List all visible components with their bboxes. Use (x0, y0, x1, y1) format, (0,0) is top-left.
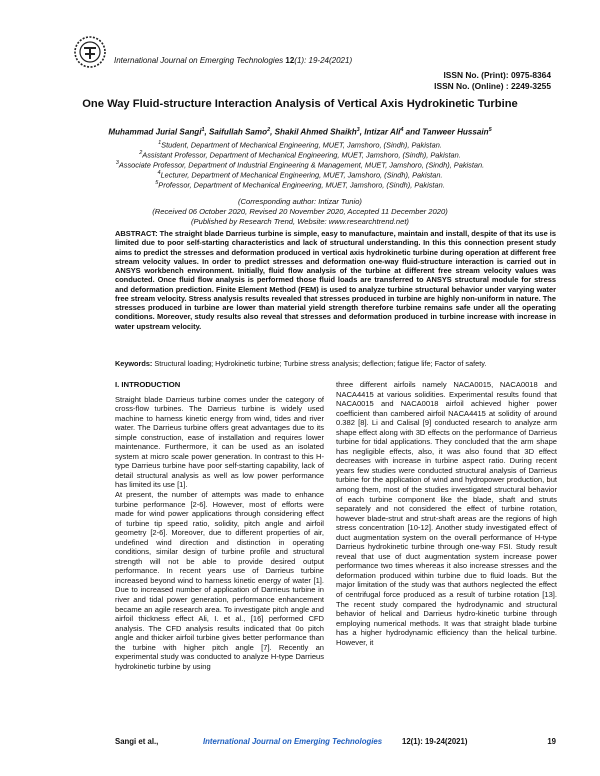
paragraph: three different airfoils namely NACA0015, NACA0018 and NACA4415 at various solidities. Experimental results found that NACA0015 and NACA0018 airfoil achieved higher power coefficient than cambered airfoil NACA4415 at solidity of around 0.382 [8]. Li and Calisal [9] conducted research to analyze arm shape effect along with 3D effects on the performance of Darrieus turbine for tidal applications. They concluded that the arm shape has negligible effects, also, it was also found that 3D effect decreases with increase in turbine aspect ratio. During recent years few studies were conducted structural analysis of Darrieus turbine for the application of wind and hydropower production, but among them, most of the studies investigated structural behavior of each turbine component like the blade, shaft and struts separately and not considered the effect of turbine rotation, however blade-strut and strut-shaft areas are the regions of high stress concentration [10-12]. Another study investigated effect of duct augmentation system on the overall performance of H-type Darrieus hydrokinetic turbine through one-way FSI. Study result reveal that use of duct augmentation system increase power performance two times whereas it also increase stresses and the deformation produced within turbine due to fluid loads. But the major limitation of the study was that authors neglected the effect of centrifugal force produced as a result of turbine rotation [13]. The recent study compared the hydrodynamic and structural behavior of helical and Darrieus hydro-kinetic turbine through employing numerical methods. It was that straight blade turbine has a higher hydrodynamic efficiency than the helical turbine. However, it (336, 380, 557, 647)
publisher-line: (Published by Research Trend, Website: www.researchtrend.net) (191, 217, 409, 226)
keywords: Keywords: Structural loading; Hydrokinetic turbine; Turbine stress analysis; deflection; fatigue life; Factor of safety. (115, 359, 487, 368)
body-column-right (336, 380, 557, 647)
section-heading: I. INTRODUCTION (115, 380, 181, 389)
journal-logo-icon (72, 34, 108, 70)
affiliation: $^2$Assistant Professor, Department of Mechanical Engineering, MUET, Jamshoro, (Sindh), Pakistan. (139, 150, 461, 160)
footer-author: Sangi et al., (115, 737, 159, 746)
author: Saifullah Samo (209, 127, 268, 137)
issn-print: ISSN No. (Print): 0975-8364 (443, 70, 551, 80)
body-column-left (115, 380, 324, 671)
affiliation: $^3$Associate Professor, Department of Industrial Engineering & Management, MUET, Jamshoro, (Sindh), Pakistan. (115, 160, 485, 170)
affiliation: $^4$Lecturer, Department of Mechanical Engineering, MUET, Jamshoro, (Sindh), Pakistan. (157, 170, 443, 180)
journal-citation: International Journal on Emerging Technologies 12(1): 19-24(2021) (114, 56, 353, 65)
author: Intizar Ali (364, 127, 401, 137)
paragraph: At present, the number of attempts was made to enhance turbine performance [2-6]. However, most of efforts were made for wind power applications through considering effect of turbine tip speed ratio, solidity, pitch angle and airfoil geometry [2-6]. Moreover, due to different properties of air, undefined wind direction and distinction in operating conditions, similar design of turbine profile and structural strength will not be able to provide desired output performance. In recent years use of Darrieus turbine increased beyond wind to harness kinetic energy of water [1]. Due to increased number of application of Darrieus turbine in river and tidal power generation, performance enhancement became an agile research area. To investigate pitch angle and airfoil thickness effect Ali, I. et al., [16] performed CFD analysis. The CFD analysis results indicated that 0o pitch angle and thicker airfoil turbine gives better performance than the turbine with higher pitch angle [7]. Recently an experimental study was conducted to analyze H-type Darrieus hydrokinetic turbine by using (115, 490, 324, 671)
footer-volume: 12(1): 19-24(2021) (402, 737, 468, 746)
author-list: Muhammad Jurial Sangi$^1$, Saifullah Samo$^2$, Shakil Ahmed Shaikh$^3$, Intizar Ali$^4$ and Tanweer Hussain$^5$ (108, 127, 492, 137)
affiliation: $^5$Professor, Department of Mechanical Engineering, MUET, Jamshoro, (Sindh), Pakistan. (155, 180, 445, 190)
affiliation: $^1$Student, Department of Mechanical Engineering, MUET, Jamshoro, (Sindh), Pakistan. (158, 140, 442, 150)
author: Shakil Ahmed Shaikh (274, 127, 357, 137)
author: Tanweer Hussain (422, 127, 489, 137)
received-dates: (Received 06 October 2020, Revised 20 November 2020, Accepted 11 December 2020) (152, 207, 448, 216)
author: Muhammad Jurial Sangi (108, 127, 202, 137)
issn-online: ISSN No. (Online) : 2249-3255 (434, 81, 551, 91)
correspondence-block (60, 197, 540, 227)
abstract: ABSTRACT: The straight blade Darrieus turbine is simple, easy to manufacture, maintain and install, despite of that its use is limited due to poor self-starting characteristics and lack of structural understanding. In this this connection present study aims to predict the stresses and deformation produced in vertical axis hydrokinetic turbine during operation at different free stream velocity values. In order to predict stresses and deformation one-way fluid-structure interaction is carried out in ANSYS workbench environment. Initially, fluid flow analysis of the turbine at different free stream velocity values was conducted. Once fluid flow analysis is performed those fluid loads are transferred to ANSYS structural module for stress and deformation prediction. Finite Element Method (FEM) is used to analyze turbine structural behavior under varying water free stream velocity. Stress analysis results revealed that stresses produced in turbine are highly non-uniform in nature. The stresses produced in turbine are lower than material yield strength therefore turbine remains safe under all the operating conditions. Moreover, study results also reveal that stresses and deformation produced in turbine increase with increase in water upstream velocity. (115, 229, 556, 331)
page-number: 19 (547, 737, 556, 746)
paper-title: One Way Fluid-structure Interaction Analysis of Vertical Axis Hydrokinetic Turbine (82, 98, 518, 110)
corresponding-author: (Corresponding author: Intizar Tunio) (238, 197, 362, 206)
paragraph: Straight blade Darrieus turbine comes under the category of cross-flow turbines. The Darrieus turbine is widely used machine to harness kinetic energy from wind, tides and river water. The Darrieus turbine offers great advantages due to its simple construction, ease of installation and requires lower maintenance. Furthermore, it can be used as an isolated system at micro scale power generation. In contrast to this H-type Darrieus turbine have poor self-starting capability, lack of detail structural analysis as well as low power performance has limited its use [1]. (115, 394, 324, 490)
footer-journal: International Journal on Emerging Technologies (203, 737, 383, 746)
